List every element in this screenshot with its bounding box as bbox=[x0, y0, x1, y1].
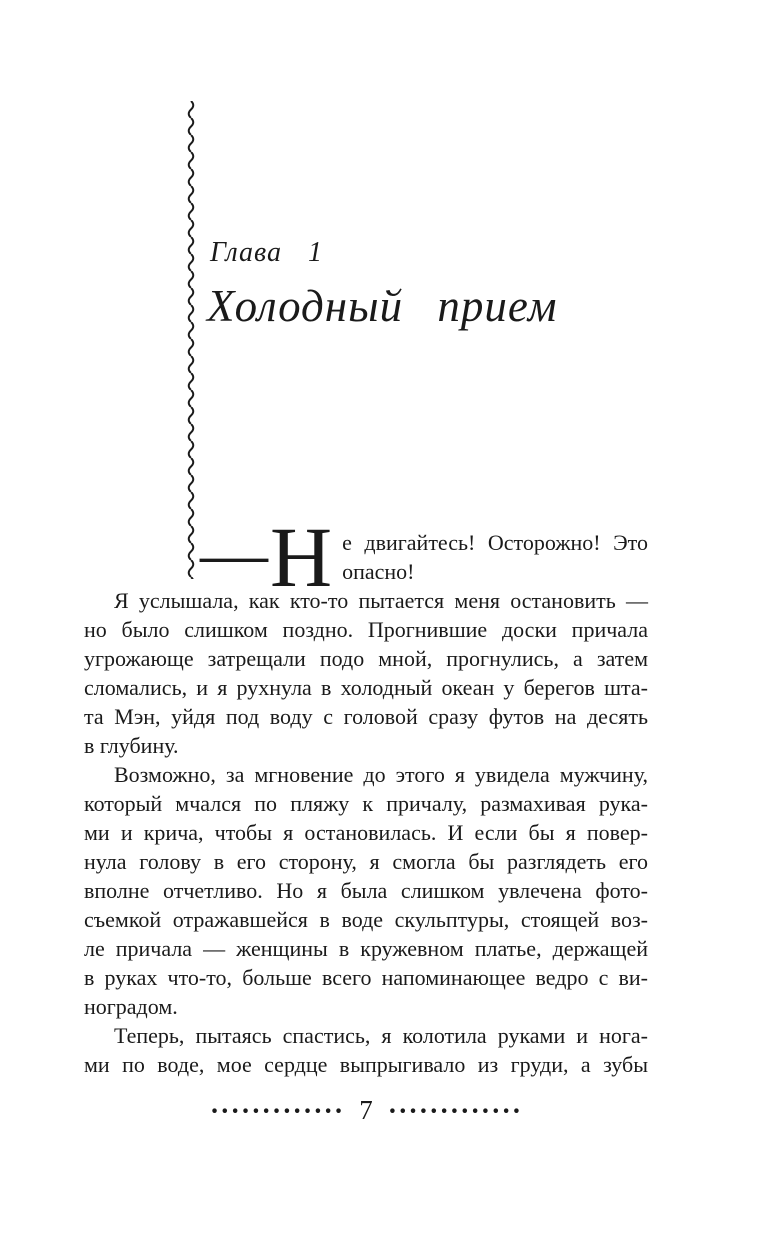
text-line: съемкой отражавшейся в воде скульптуры, стоящей воз- bbox=[84, 907, 648, 932]
drop-cap-group bbox=[200, 509, 333, 605]
body-text bbox=[84, 509, 648, 1079]
drop-cap-letter: Н bbox=[270, 509, 333, 605]
text-line: вполне отчетливо. Но я была слишком увлечена фото- bbox=[84, 878, 648, 903]
page-number: 7 bbox=[359, 1094, 373, 1125]
text-line: в руках что-то, больше всего напоминающее ведро с ви- bbox=[84, 965, 648, 990]
wavy-rule-ornament bbox=[185, 101, 197, 579]
text-line: та Мэн, уйдя под воду с головой сразу футов на десять bbox=[84, 704, 648, 729]
footer-dots-right: ············· bbox=[387, 1096, 523, 1127]
text-line: нула голову в его сторону, я смогла бы разглядеть его bbox=[84, 849, 648, 874]
paragraphs bbox=[84, 586, 648, 1079]
page-footer bbox=[84, 1094, 648, 1127]
footer-dots-left: ············· bbox=[209, 1096, 345, 1127]
text-line: ми и крича, чтобы я остановилась. И если бы я повер- bbox=[84, 820, 648, 845]
text-line: ле причала — женщины в кружевном платье, держащей bbox=[84, 936, 648, 961]
text-line: Теперь, пытаясь спастись, я колотила руками и нога- bbox=[114, 1023, 648, 1048]
chapter-title: Холодный прием bbox=[207, 281, 558, 331]
text-line: в глубину. bbox=[84, 733, 179, 758]
text-line: е двигайтесь! Осторожно! Это bbox=[342, 530, 648, 555]
text-line: сломались, и я рухнула в холодный океан у берегов шта- bbox=[84, 675, 648, 700]
em-dash: — bbox=[200, 515, 268, 591]
text-line: угрожающе затрещали подо мной, прогнулись, а затем bbox=[84, 646, 648, 671]
text-line: опасно! bbox=[342, 559, 415, 584]
text-line: ми по воде, мое сердце выпрыгивало из груди, а зубы bbox=[84, 1052, 648, 1077]
chapter-number: Глава 1 bbox=[210, 237, 323, 268]
text-line: который мчался по пляжу к причалу, размахивая рука- bbox=[84, 791, 648, 816]
text-line: Я услышала, как кто-то пытается меня остановить — bbox=[114, 588, 648, 613]
text-line: но было слишком поздно. Прогнившие доски причала bbox=[84, 617, 648, 642]
text-line: Возможно, за мгновение до этого я увидела мужчину, bbox=[114, 762, 648, 787]
text-line: ноградом. bbox=[84, 994, 178, 1019]
